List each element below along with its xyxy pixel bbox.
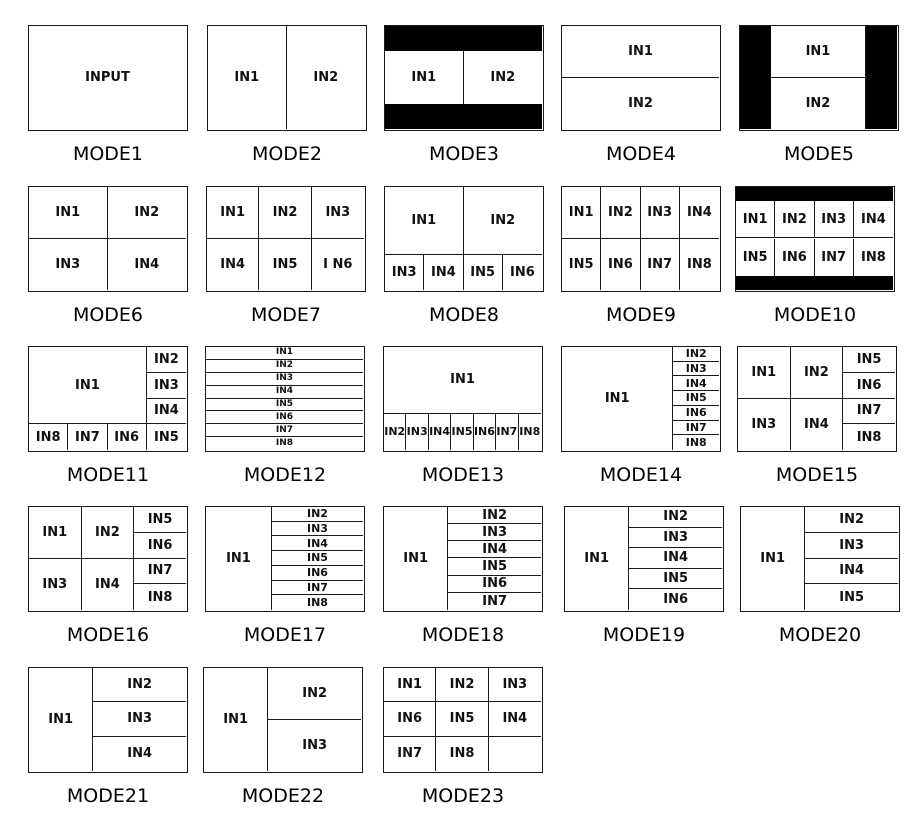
input-window: IN7 <box>134 559 186 585</box>
input-window: IN8 <box>686 256 712 272</box>
input-window: INPUT <box>85 70 130 85</box>
input-window: IN5 <box>464 255 503 290</box>
mode-2-screen <box>207 25 367 131</box>
input-window: IN6 <box>448 576 541 593</box>
mode-22 <box>203 667 363 813</box>
input-window: IN2 <box>313 70 339 85</box>
input-window: IN4 <box>272 536 363 551</box>
input-window: IN8 <box>685 436 707 450</box>
input-window: IN1 <box>385 187 464 255</box>
input-window: IN4 <box>629 548 722 569</box>
mode-6 <box>28 186 188 332</box>
input-window: IN2 <box>147 347 186 373</box>
input-window: IN2 <box>601 187 640 239</box>
input-window: IN5 <box>259 239 311 291</box>
input-window: IN2 <box>206 360 363 373</box>
input-window: IN1 <box>206 347 363 360</box>
input-window: IN5 <box>673 391 719 406</box>
empty-window <box>489 737 541 771</box>
input-window: IN3 <box>206 373 363 386</box>
mode-label: MODE6 <box>72 304 144 326</box>
input-window: IN3 <box>673 362 719 377</box>
input-window: IN2 <box>771 78 865 130</box>
input-window: IN3 <box>272 522 363 537</box>
mode-19-screen <box>564 506 724 612</box>
input-window: IN8 <box>275 438 294 449</box>
input-window: IN8 <box>436 737 488 771</box>
mode-8 <box>384 186 544 332</box>
mode-label: MODE20 <box>778 624 862 646</box>
mode-21 <box>28 667 188 813</box>
mode-label: MODE15 <box>775 464 859 486</box>
mode-label: MODE1 <box>72 143 144 165</box>
input-window: IN7 <box>68 424 107 450</box>
mode-1 <box>28 25 188 171</box>
mode-20 <box>740 506 900 652</box>
input-window: IN3 <box>385 255 424 290</box>
mode-12 <box>205 346 365 492</box>
input-window: IN1 <box>384 668 436 702</box>
mode-label: MODE21 <box>66 785 150 807</box>
mode-label: MODE12 <box>243 464 327 486</box>
mode-16-screen <box>28 506 188 612</box>
mode-label: MODE14 <box>599 464 683 486</box>
input-window: IN4 <box>207 239 259 291</box>
mode-13-screen <box>383 346 543 452</box>
input-window: IN2 <box>436 668 488 702</box>
input-window: IN2 <box>628 95 653 111</box>
mode-10-screen <box>735 186 895 292</box>
mode-label: MODE7 <box>250 304 322 326</box>
mode-12-screen <box>205 346 365 452</box>
input-window: IN2 <box>464 187 543 255</box>
input-window: IN6 <box>663 592 689 608</box>
input-window: IN3 <box>489 668 541 702</box>
input-window: IN4 <box>147 399 186 425</box>
input-window: IN4 <box>82 559 135 611</box>
input-window: IN4 <box>206 386 363 399</box>
input-window: IN4 <box>673 376 719 391</box>
input-window: IN4 <box>854 201 893 238</box>
mode-15 <box>737 346 897 492</box>
input-window: IN3 <box>815 201 854 238</box>
input-window: IN3 <box>29 559 82 611</box>
input-window: IN8 <box>856 429 882 445</box>
input-window: IN2 <box>791 347 844 399</box>
input-window: IN8 <box>860 249 886 265</box>
mode-label: MODE4 <box>605 143 677 165</box>
mode-3 <box>384 25 544 171</box>
input-window: IN7 <box>206 424 363 437</box>
input-window: IN1 <box>29 668 93 771</box>
input-window: IN1 <box>562 347 673 450</box>
input-window: IN6 <box>474 414 496 450</box>
input-window: IN5 <box>448 559 541 576</box>
input-window: IN1 <box>736 201 775 238</box>
mode-11 <box>28 346 188 492</box>
input-window: IN2 <box>272 507 363 522</box>
mode-14-screen <box>561 346 721 452</box>
mode-18 <box>383 506 543 652</box>
mode-14 <box>561 346 721 492</box>
input-window: IN8 <box>306 596 328 610</box>
input-window: IN4 <box>448 541 541 558</box>
input-window: IN6 <box>384 702 436 736</box>
mode-label: MODE2 <box>251 143 323 165</box>
mode-20-screen <box>740 506 900 612</box>
input-window: IN3 <box>302 737 328 753</box>
input-window: I N6 <box>323 256 353 272</box>
black-bar <box>736 187 893 201</box>
mode-label: MODE19 <box>602 624 686 646</box>
mode-19 <box>564 506 724 652</box>
input-window: IN2 <box>384 414 406 450</box>
mode-7 <box>206 186 366 332</box>
input-window: IN2 <box>629 507 722 528</box>
input-window: IN3 <box>805 533 898 559</box>
input-window: IN1 <box>384 347 541 414</box>
input-window: IN7 <box>272 581 363 596</box>
mode-13 <box>383 346 543 492</box>
mode-label: MODE13 <box>421 464 505 486</box>
input-window: IN7 <box>482 593 508 609</box>
input-window: IN6 <box>843 373 895 399</box>
black-bar <box>385 26 542 51</box>
input-window: IN6 <box>108 424 147 450</box>
mode-23-screen <box>383 667 543 773</box>
input-window: IN3 <box>29 239 108 291</box>
input-window: IN3 <box>641 187 680 239</box>
input-window: IN3 <box>93 702 186 736</box>
mode-6-screen <box>28 186 188 292</box>
input-window: IN1 <box>385 51 464 105</box>
input-window: IN6 <box>673 406 719 421</box>
mode-1-screen <box>28 25 188 131</box>
input-window: IN2 <box>448 507 541 524</box>
input-window: IN4 <box>489 702 541 736</box>
input-window: IN6 <box>509 264 535 280</box>
mode-22-screen <box>203 667 363 773</box>
input-window: IN1 <box>384 507 448 610</box>
input-window: IN4 <box>134 256 160 272</box>
input-window: IN2 <box>268 668 361 720</box>
mode-label: MODE3 <box>428 143 500 165</box>
mode-15-screen <box>737 346 897 452</box>
input-window: IN1 <box>741 507 805 610</box>
input-window: IN3 <box>738 399 791 451</box>
mode-11-screen <box>28 346 188 452</box>
input-window: IN2 <box>93 668 186 702</box>
input-window: IN1 <box>29 347 147 424</box>
mode-label: MODE22 <box>241 785 325 807</box>
mode-5 <box>739 25 899 171</box>
mode-8-screen <box>384 186 544 292</box>
mode-label: MODE16 <box>66 624 150 646</box>
black-bar <box>740 26 771 129</box>
input-window: IN1 <box>565 507 629 610</box>
input-window: IN1 <box>206 507 272 610</box>
mode-2 <box>207 25 367 171</box>
input-window: IN2 <box>775 201 814 238</box>
input-window: IN2 <box>490 69 516 85</box>
input-window: IN5 <box>629 569 722 590</box>
input-window: IN8 <box>519 425 541 439</box>
mode-17 <box>205 506 365 652</box>
input-window: IN5 <box>562 239 601 291</box>
mode-5-screen <box>739 25 899 131</box>
input-window: IN7 <box>384 737 436 771</box>
mode-9-screen <box>561 186 721 292</box>
input-window: IN8 <box>29 424 68 450</box>
input-window: IN4 <box>424 255 463 290</box>
input-window: IN1 <box>204 668 268 771</box>
input-window: IN5 <box>436 702 488 736</box>
mode-label: MODE17 <box>243 624 327 646</box>
black-bar <box>736 276 893 290</box>
input-window: IN2 <box>673 347 719 362</box>
input-window: IN1 <box>208 26 287 129</box>
input-window: IN7 <box>641 239 680 291</box>
mode-4-screen <box>561 25 721 131</box>
input-window: IN6 <box>206 411 363 424</box>
input-window: IN2 <box>805 507 898 533</box>
input-window: IN1 <box>771 26 865 78</box>
input-window: IN8 <box>147 589 173 605</box>
input-window: IN4 <box>791 399 844 451</box>
input-window: IN3 <box>406 414 428 450</box>
input-window: IN4 <box>805 559 898 585</box>
input-window: IN5 <box>153 429 179 445</box>
input-window: IN2 <box>259 187 311 239</box>
mode-label: MODE23 <box>421 785 505 807</box>
mode-10 <box>735 186 895 332</box>
input-window: IN5 <box>206 399 363 412</box>
black-bar <box>385 104 542 129</box>
input-window: IN4 <box>429 414 451 450</box>
mode-23 <box>383 667 543 813</box>
mode-9 <box>561 186 721 332</box>
input-window: IN2 <box>82 507 135 559</box>
mode-21-screen <box>28 667 188 773</box>
input-window: IN1 <box>562 187 601 239</box>
input-window: IN3 <box>147 373 186 399</box>
input-window: IN2 <box>108 187 187 239</box>
input-window: IN5 <box>134 507 186 533</box>
input-window: IN4 <box>127 746 153 762</box>
input-window: IN6 <box>775 239 814 276</box>
mode-label: MODE8 <box>428 304 500 326</box>
input-window: IN6 <box>601 239 640 291</box>
input-window: IN6 <box>272 566 363 581</box>
input-window: IN3 <box>629 528 722 549</box>
mode-label: MODE5 <box>783 143 855 165</box>
input-window: IN5 <box>272 551 363 566</box>
input-window: IN3 <box>312 187 364 239</box>
input-window: IN5 <box>839 589 865 605</box>
mode-3-screen <box>384 25 544 131</box>
mode-18-screen <box>383 506 543 612</box>
input-window: IN5 <box>843 347 895 373</box>
input-window: IN5 <box>451 414 473 450</box>
black-bar <box>866 26 897 129</box>
input-window: IN7 <box>496 414 518 450</box>
mode-label: MODE18 <box>421 624 505 646</box>
input-window: IN1 <box>29 187 108 239</box>
input-window: IN4 <box>680 187 719 239</box>
mode-7-screen <box>206 186 366 292</box>
input-window: IN7 <box>815 239 854 276</box>
mode-label: MODE10 <box>773 304 857 326</box>
input-window: IN7 <box>843 399 895 425</box>
input-window: IN1 <box>29 507 82 559</box>
mode-4 <box>561 25 721 171</box>
input-window: IN3 <box>448 524 541 541</box>
input-window: IN5 <box>736 239 775 276</box>
mode-label: MODE11 <box>66 464 150 486</box>
input-window: IN1 <box>562 26 719 78</box>
mode-17-screen <box>205 506 365 612</box>
mode-16 <box>28 506 188 652</box>
input-window: IN1 <box>738 347 791 399</box>
input-window: IN7 <box>673 421 719 436</box>
input-window: IN1 <box>207 187 259 239</box>
input-window: IN6 <box>134 533 186 559</box>
mode-label: MODE9 <box>605 304 677 326</box>
